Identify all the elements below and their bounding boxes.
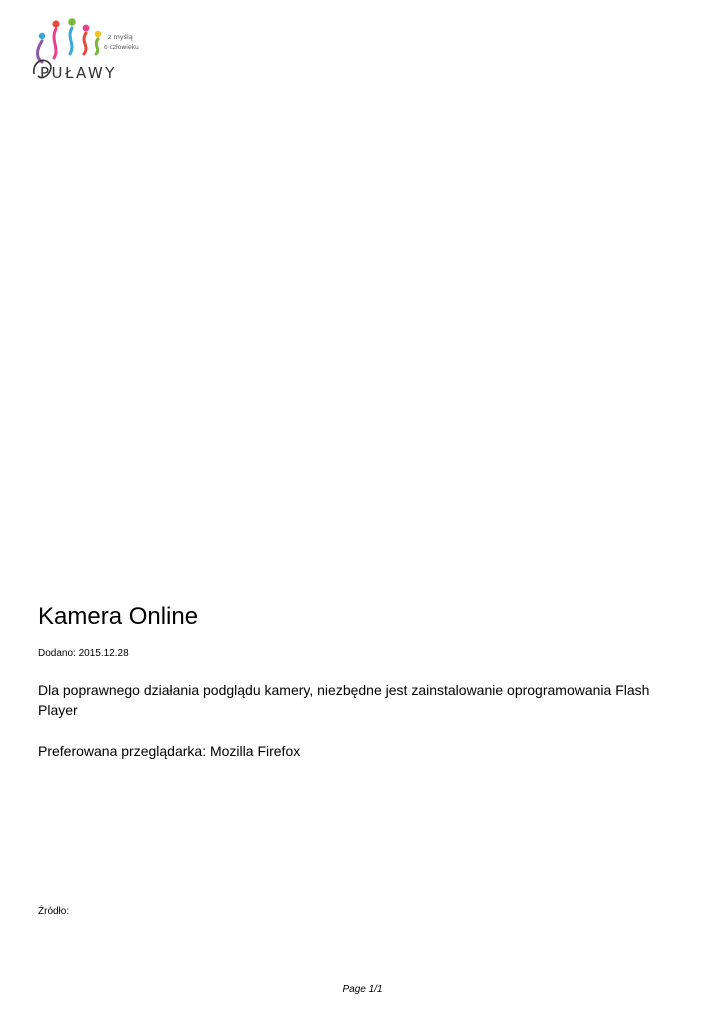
article-paragraph: Dla poprawnego działania podglądu kamery, niezbędne jest zainstalowanie oprogramowania Flash Player bbox=[38, 682, 650, 718]
article-date: Dodano: 2015.12.28 bbox=[38, 648, 129, 659]
logo-wordmark: PUŁAWY bbox=[40, 64, 117, 82]
pulawy-logo-graphic bbox=[30, 14, 146, 86]
pulawy-logo bbox=[30, 14, 146, 86]
page-number: Page 1/1 bbox=[342, 984, 383, 995]
source-label: Źródło: bbox=[38, 906, 70, 917]
logo-tagline-2: o człowieku bbox=[104, 44, 139, 51]
article-title: Kamera Online bbox=[38, 603, 199, 630]
logo-tagline-1: z myślą bbox=[108, 33, 133, 41]
article-paragraph: Preferowana przeglądarka: Mozilla Firefox bbox=[38, 743, 301, 759]
